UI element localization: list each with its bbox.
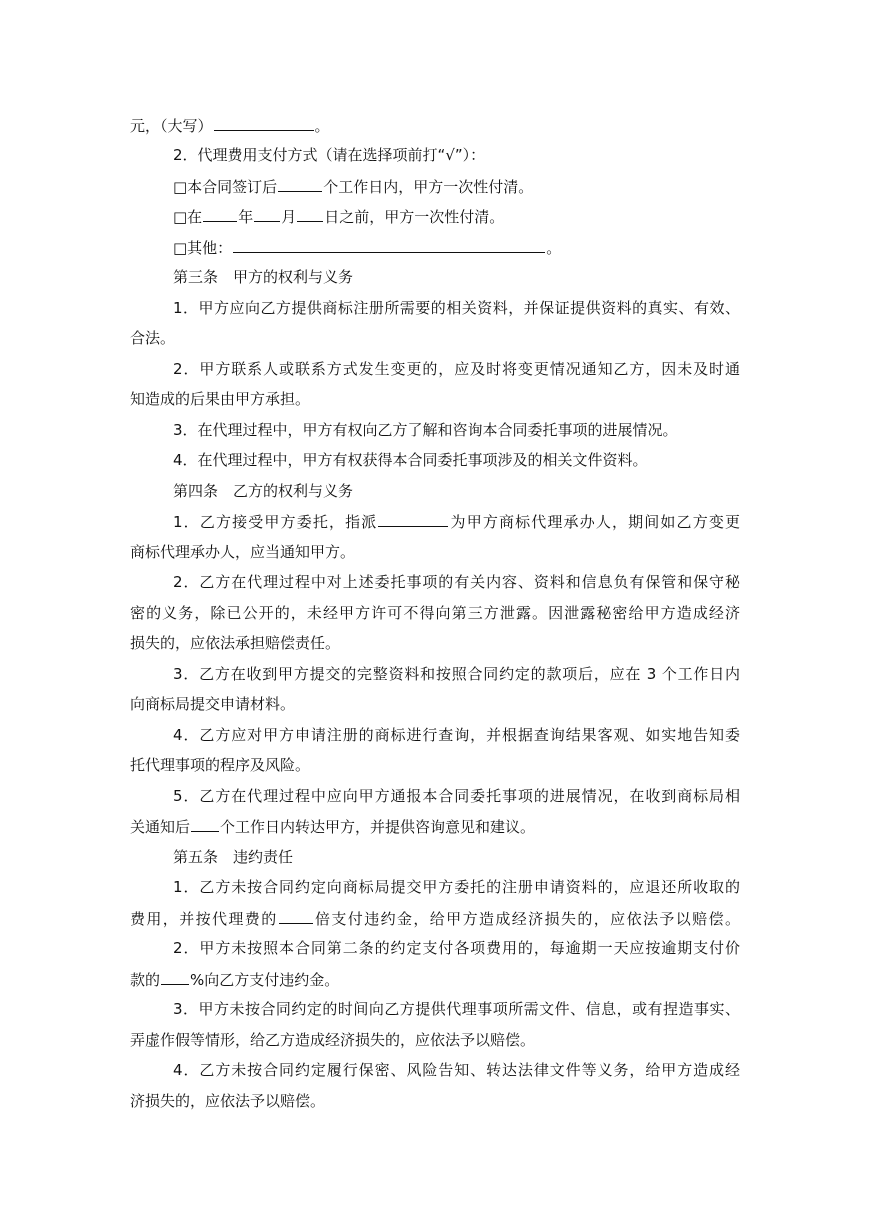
paragraph-line: [173, 298, 740, 318]
payment-method-heading: [173, 145, 740, 165]
text: 3．甲方未按合同约定的时间向乙方提供代理事项所需文件、信息，或有捏造事实、: [173, 1000, 740, 1018]
text: 1．甲方应向乙方提供商标注册所需要的相关资料，并保证提供资料的真实、有效、: [173, 299, 740, 317]
blank-field[interactable]: [214, 115, 314, 131]
text: 个工作日内，甲方一次性付清。: [323, 178, 534, 196]
blank-field[interactable]: [203, 206, 237, 222]
text: 商标代理承办人，应当通知甲方。: [130, 543, 356, 561]
article-4-heading: [173, 481, 740, 501]
text: 第三条 甲方的权利与义务: [173, 268, 354, 286]
text: 密的义务，除已公开的，未经甲方许可不得向第三方泄露。因泄露秘密给甲方造成经济: [130, 604, 740, 622]
blank-field[interactable]: [233, 237, 545, 253]
text: 费用，并按代理费的: [130, 910, 278, 928]
text: 4．在代理过程中，甲方有权获得本合同委托事项涉及的相关文件资料。: [173, 451, 648, 469]
text: 元，（大写）: [130, 117, 213, 135]
text: 向商标局提交申请材料。: [130, 695, 296, 713]
paragraph-line: [173, 511, 740, 532]
blank-field[interactable]: [278, 176, 322, 192]
text: 月: [281, 208, 297, 226]
text: 知造成的后果由甲方承担。: [130, 390, 311, 408]
blank-field[interactable]: [191, 816, 219, 832]
paragraph-line: [130, 603, 740, 623]
text: 合法。: [130, 329, 176, 347]
paragraph-line: [130, 1091, 740, 1111]
text: 2．代理费用支付方式（请在选择项前打“√”）：: [173, 146, 486, 164]
text: 为甲方商标代理承办人，期间如乙方变更: [449, 513, 740, 531]
text: 3．乙方在收到甲方提交的完整资料和按照合同约定的款项后，应在 3 个工作日内: [173, 665, 740, 683]
paragraph-line: [130, 816, 740, 837]
paragraph-line: [173, 572, 740, 592]
text: 。: [314, 117, 330, 135]
text: 第五条 违约责任: [173, 848, 294, 866]
text: 。: [546, 239, 562, 257]
text: 个工作日内转达甲方，并提供咨询意见和建议。: [220, 818, 536, 836]
paragraph-line: [130, 328, 740, 348]
text: 托代理事项的程序及风险。: [130, 756, 311, 774]
blank-field[interactable]: [378, 511, 448, 527]
paragraph-line: [173, 877, 740, 897]
text: 5．乙方在代理过程中应向甲方通报本合同委托事项的进展情况，在收到商标局相: [173, 787, 740, 805]
paragraph-line: [173, 786, 740, 806]
text: 款的: [130, 971, 161, 989]
paragraph-line: [130, 1030, 740, 1050]
text: 1．乙方接受甲方委托，指派: [173, 513, 378, 531]
paragraph-line: [130, 694, 740, 714]
paragraph-line: [173, 664, 740, 684]
text: 2．甲方联系人或联系方式发生变更的，应及时将变更情况通知乙方，因未及时通: [173, 360, 740, 378]
paragraph-line: [130, 908, 740, 929]
blank-field[interactable]: [254, 206, 280, 222]
payment-option-2: [173, 206, 740, 227]
paragraph-line: [130, 755, 740, 775]
text: 弄虚作假等情形，给乙方造成经济损失的，应依法予以赔偿。: [130, 1031, 536, 1049]
text: 1．乙方未按合同约定向商标局提交甲方委托的注册申请资料的，应退还所收取的: [173, 878, 740, 896]
paragraph-line: [173, 1060, 740, 1080]
fee-amount-line: [130, 115, 740, 136]
paragraph-line: [130, 389, 740, 409]
text: 3．在代理过程中，甲方有权向乙方了解和咨询本合同委托事项的进展情况。: [173, 421, 678, 439]
text: □其他：: [173, 239, 233, 257]
paragraph-line: [173, 450, 740, 470]
paragraph-line: [173, 999, 740, 1019]
paragraph-line: [173, 420, 740, 440]
paragraph-line: [173, 359, 740, 379]
text: 4．乙方应对甲方申请注册的商标进行查询，并根据查询结果客观、如实地告知委: [173, 726, 740, 744]
text: 4．乙方未按合同约定履行保密、风险告知、转达法律文件等义务，给甲方造成经: [173, 1061, 740, 1079]
text: 倍支付违约金，给甲方造成经济损失的，应依法予以赔偿。: [313, 910, 740, 928]
blank-field[interactable]: [297, 206, 323, 222]
paragraph-line: [173, 938, 740, 958]
text: 日之前，甲方一次性付清。: [324, 208, 505, 226]
paragraph-line: [130, 969, 740, 990]
text: 年: [238, 208, 254, 226]
article-5-heading: [173, 847, 740, 867]
blank-field[interactable]: [279, 908, 313, 924]
text: 2．甲方未按照本合同第二条的约定支付各项费用的，每逾期一天应按逾期支付价: [173, 939, 740, 957]
paragraph-line: [130, 633, 740, 653]
article-3-heading: [173, 267, 740, 287]
text: □在: [173, 208, 203, 226]
blank-field[interactable]: [161, 969, 189, 985]
text: %向乙方支付违约金。: [190, 971, 340, 989]
text: 第四条 乙方的权利与义务: [173, 482, 354, 500]
text: 2．乙方在代理过程中对上述委托事项的有关内容、资料和信息负有保管和保守秘: [173, 573, 740, 591]
paragraph-line: [130, 542, 740, 562]
paragraph-line: [173, 725, 740, 745]
text: 损失的，应依法承担赔偿责任。: [130, 634, 341, 652]
payment-option-3: [173, 237, 740, 258]
text: □本合同签订后: [173, 178, 278, 196]
text: 关通知后: [130, 818, 191, 836]
text: 济损失的，应依法予以赔偿。: [130, 1092, 326, 1110]
payment-option-1: [173, 176, 740, 197]
